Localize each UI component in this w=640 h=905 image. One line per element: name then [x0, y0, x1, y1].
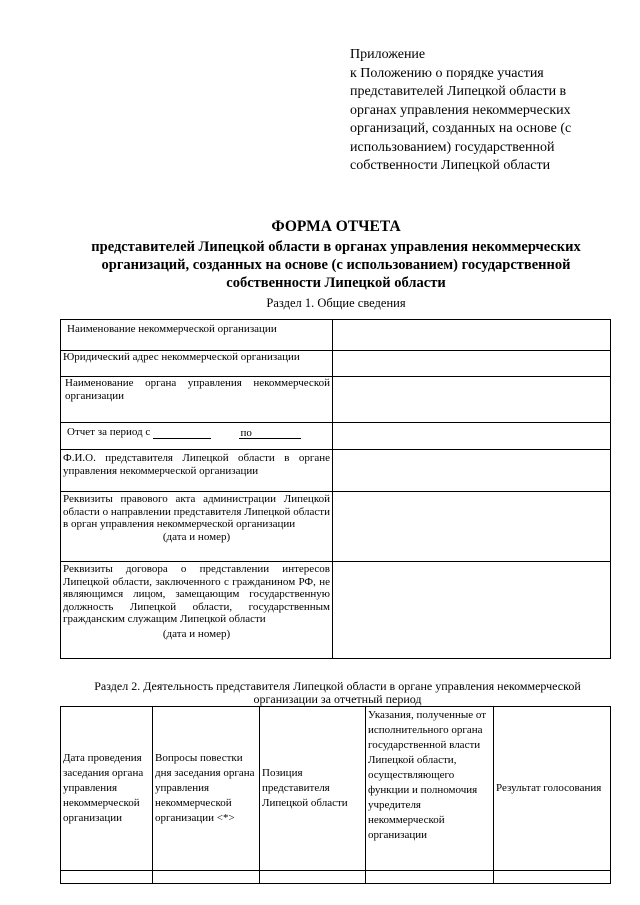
general-info-table: [60, 319, 611, 659]
period-prefix: Отчет за период с: [67, 426, 151, 438]
appendix-line: собственности Липецкой области: [350, 158, 551, 173]
column-header-vote-result: Результат голосования: [494, 707, 611, 871]
table-row: [61, 320, 611, 351]
label-legal-act: [61, 492, 333, 562]
value-contract[interactable]: [333, 562, 611, 659]
contract-text: Реквизиты договора о представлении интересов Липецкой области, заключенного с гражданином РФ, не являющимся лицом, замещающим государственную должность Липецкой области, государственным гражданским служащим Липецкой области: [63, 563, 330, 625]
value-representative-name[interactable]: [333, 450, 611, 492]
section2-heading-line: Раздел 2. Деятельность представителя Липецкой области в органе управления некоммерческой: [94, 679, 581, 693]
label-org-name: Наименование некоммерческой организации: [61, 320, 333, 351]
cell-vote-result[interactable]: [494, 871, 611, 884]
table-row: [61, 562, 611, 659]
section1-heading: Раздел 1. Общие сведения: [266, 296, 406, 310]
period-to-label: по: [240, 426, 252, 439]
period-from-blank[interactable]: [153, 427, 211, 439]
activity-table: [60, 706, 611, 884]
form-title-line: организаций, созданных на основе (с использованием) государственной: [101, 257, 571, 273]
value-legal-address[interactable]: [333, 351, 611, 377]
table-row: [61, 423, 611, 450]
cell-date[interactable]: [61, 871, 153, 884]
form-title-line: собственности Липецкой области: [226, 275, 446, 291]
section2-heading: [60, 680, 615, 706]
form-title: [40, 218, 632, 292]
label-representative-name: Ф.И.О. представителя Липецкой области в органе управления некоммерческой организации: [61, 450, 333, 492]
appendix-line: органах управления некоммерческих: [350, 102, 571, 118]
table-row: [61, 377, 611, 423]
cell-agenda[interactable]: [153, 871, 260, 884]
appendix-line: представителей Липецкой области в: [350, 84, 567, 99]
table-row: [61, 351, 611, 377]
period-to-blank[interactable]: [239, 427, 301, 439]
value-period[interactable]: [333, 423, 611, 450]
legal-act-note: (дата и номер): [162, 530, 231, 543]
label-governing-body: Наименование органа управления некоммерческой организации: [61, 377, 333, 423]
appendix-note: [350, 46, 610, 176]
label-legal-address: Юридический адрес некоммерческой организации: [61, 351, 333, 377]
table-row: [61, 450, 611, 492]
value-governing-body[interactable]: [333, 377, 611, 423]
contract-note: (дата и номер): [162, 627, 231, 640]
appendix-line: к Положению о порядке участия: [350, 65, 544, 81]
form-title-main: ФОРМА ОТЧЕТА: [271, 218, 401, 235]
table-header-row: [61, 707, 611, 871]
section2-heading-line: организации за отчетный период: [253, 692, 422, 706]
table-row: [61, 492, 611, 562]
legal-act-text: Реквизиты правового акта администрации Липецкой области о направлении представителя Липецкой области в орган управления некоммерческой организации: [63, 493, 330, 530]
appendix-line: организаций, созданных на основе (с: [350, 121, 572, 136]
column-header-agenda: Вопросы повестки дня заседания органа управления некоммерческой организации <*>: [153, 707, 260, 871]
value-org-name[interactable]: [333, 320, 611, 351]
value-legal-act[interactable]: [333, 492, 611, 562]
column-header-instructions: Указания, полученные от исполнительного органа государственной власти Липецкой области, осуществляющего функции и полномочия учредителя некоммерческой организации: [366, 707, 494, 871]
table-row: [61, 871, 611, 884]
column-header-date: Дата проведения заседания органа управления некоммерческой организации: [61, 707, 153, 871]
column-header-position: Позиция представителя Липецкой области: [260, 707, 366, 871]
label-contract: [61, 562, 333, 659]
appendix-line: использованием) государственной: [350, 139, 555, 155]
appendix-line: Приложение: [350, 47, 426, 62]
label-period: [61, 423, 333, 450]
cell-instructions[interactable]: [366, 871, 494, 884]
cell-position[interactable]: [260, 871, 366, 884]
form-title-line: представителей Липецкой области в органах управления некоммерческих: [91, 239, 581, 255]
